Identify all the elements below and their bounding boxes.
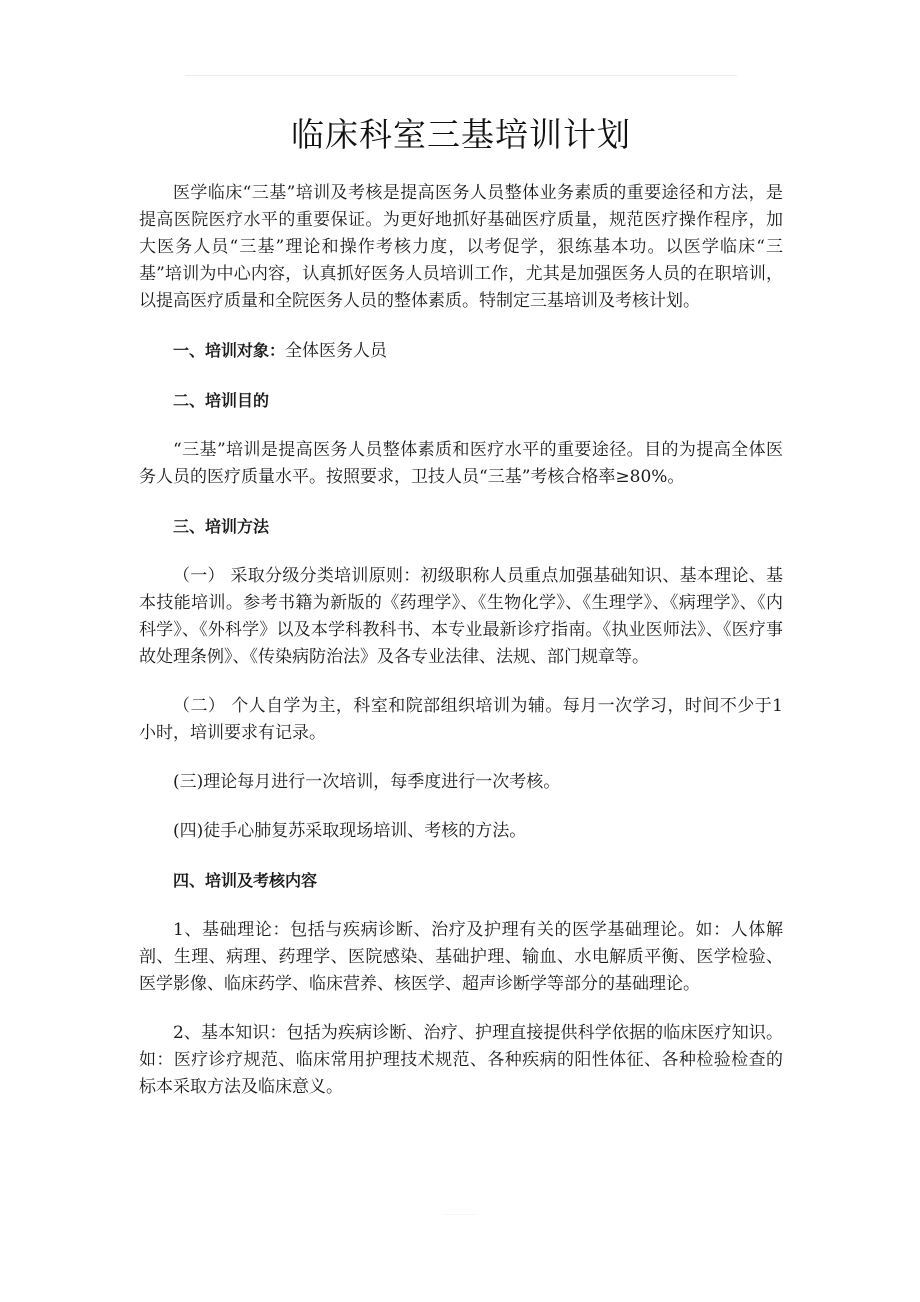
section-3-item-2: （二） 个人自学为主，科室和院部组织培训为辅。每月一次学习，时间不少于1小时，培训要求有记录。	[139, 696, 783, 743]
section-4-item-1: 1、基础理论：包括与疾病诊断、治疗及护理有关的医学基础理论。如：人体解剖、生理、病理、药理学、医院感染、基础护理、输血、水电解质平衡、医学检验、医学影像、临床药学、临床营养、核医学、超声诊断学等部分的基础理论。	[139, 920, 783, 994]
header-rule	[185, 75, 737, 76]
document-title: 临床科室三基培训计划	[291, 115, 631, 154]
section-2-heading-row	[139, 387, 783, 415]
section-3-item-4: (四)徒手心肺复苏采取现场培训、考核的方法。	[173, 821, 527, 841]
section-4-heading-row	[139, 867, 783, 895]
section-2-body: “三基”培训是提高医务人员整体素质和医疗水平的重要途径。目的为提高全体医务人员的医疗质量水平。按照要求，卫技人员“三基”考核合格率≥80%。	[139, 440, 783, 487]
footer-mark	[444, 1214, 476, 1225]
section-3-heading-row	[139, 513, 783, 541]
section-3-item-3: (三)理论每月进行一次培训，每季度进行一次考核。	[173, 772, 561, 792]
section-1-heading-row	[139, 337, 783, 365]
section-4-heading: 四、培训及考核内容	[173, 871, 318, 890]
section-2-heading: 二、培训目的	[173, 391, 270, 410]
section-1-value: 全体医务人员	[285, 341, 388, 361]
document-page	[139, 110, 783, 1101]
section-1-heading: 一、培训对象：	[173, 341, 286, 360]
section-4-item-2: 2、基本知识：包括为疾病诊断、治疗、护理直接提供科学依据的临床医疗知识。如：医疗诊疗规范、临床常用护理技术规范、各种疾病的阳性体征、各种检验检查的标本采取方法及临床意义。	[139, 1023, 783, 1097]
section-3-heading: 三、培训方法	[173, 517, 270, 536]
section-3-item-1: （一） 采取分级分类培训原则：初级职称人员重点加强基础知识、基本理论、基本技能培训。参考书籍为新版的《药理学》、《生物化学》、《生理学》、《病理学》、《内科学》、《外科学》以及本学科教科书、本专业最新诊疗指南。《执业医师法》、《医疗事故处理条例》、《传染病防治法》及各专业法律、法规、部门规章等。	[139, 566, 783, 667]
intro-paragraph: 医学临床“三基”培训及考核是提高医务人员整体业务素质的重要途径和方法，是提高医院医疗水平的重要保证。为更好地抓好基础医疗质量，规范医疗操作程序，加大医务人员“三基”理论和操作考核力度，以考促学，狠练基本功。以医学临床“三基”培训为中心内容，认真抓好医务人员培训工作，尤其是加强医务人员的在职培训，以提高医疗质量和全院医务人员的整体素质。特制定三基培训及考核计划。	[139, 183, 783, 311]
